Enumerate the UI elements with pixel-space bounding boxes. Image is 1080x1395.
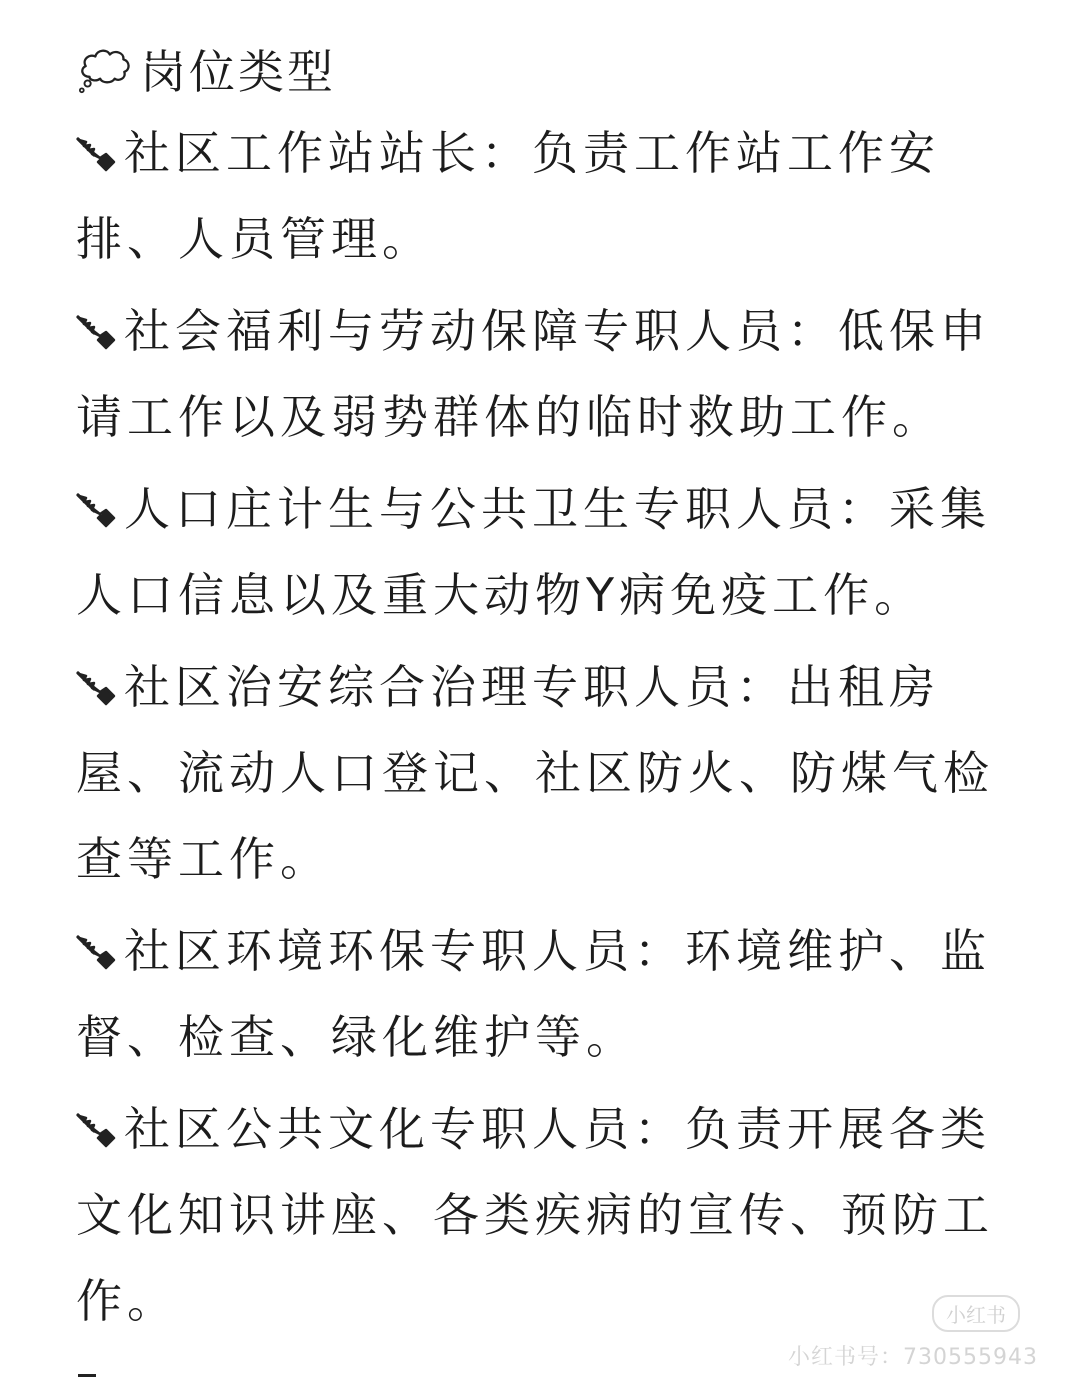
bow-and-arrow-icon: [76, 492, 120, 528]
list-item: [76, 288, 1006, 460]
thought-bubble-icon: [76, 40, 134, 98]
watermark: [788, 1295, 1038, 1371]
section-title: 岗位类型: [140, 45, 336, 99]
watermark-logo: 小红书: [932, 1295, 1020, 1332]
bow-and-arrow-icon: [76, 670, 120, 706]
list-item: [76, 644, 1006, 902]
list-item-text: 社区公共文化专职人员：负责开展各类文化知识讲座、各类疾病的宣传、预防工作。: [76, 1102, 994, 1328]
bow-and-arrow-icon: [76, 1112, 120, 1148]
list-item: [76, 466, 1006, 638]
list-item-text: 社会福利与劳动保障专职人员：低保申请工作以及弱势群体的临时救助工作。: [76, 304, 991, 444]
list-item: [76, 110, 1006, 282]
list-item-text: 社区工作站站长：负责工作站工作安排、人员管理。: [76, 126, 940, 266]
section-heading: [76, 34, 1006, 104]
list-item-text: 社区治安综合治理专职人员：出租房屋、流动人口登记、社区防火、防煤气检查等工作。: [76, 660, 994, 886]
divider: [78, 1374, 96, 1377]
list-item-text: 人口庄计生与公共卫生专职人员：采集人口信息以及重大动物Y病免疫工作。: [76, 482, 991, 622]
post-content: [76, 34, 1006, 1350]
bow-and-arrow-icon: [76, 314, 120, 350]
bow-and-arrow-icon: [76, 934, 120, 970]
list-item: [76, 908, 1006, 1080]
bow-and-arrow-icon: [76, 136, 120, 172]
list-item-text: 社区环境环保专职人员：环境维护、监督、检查、绿化维护等。: [76, 924, 991, 1064]
watermark-id: 小红书号：730555943: [788, 1345, 1038, 1370]
